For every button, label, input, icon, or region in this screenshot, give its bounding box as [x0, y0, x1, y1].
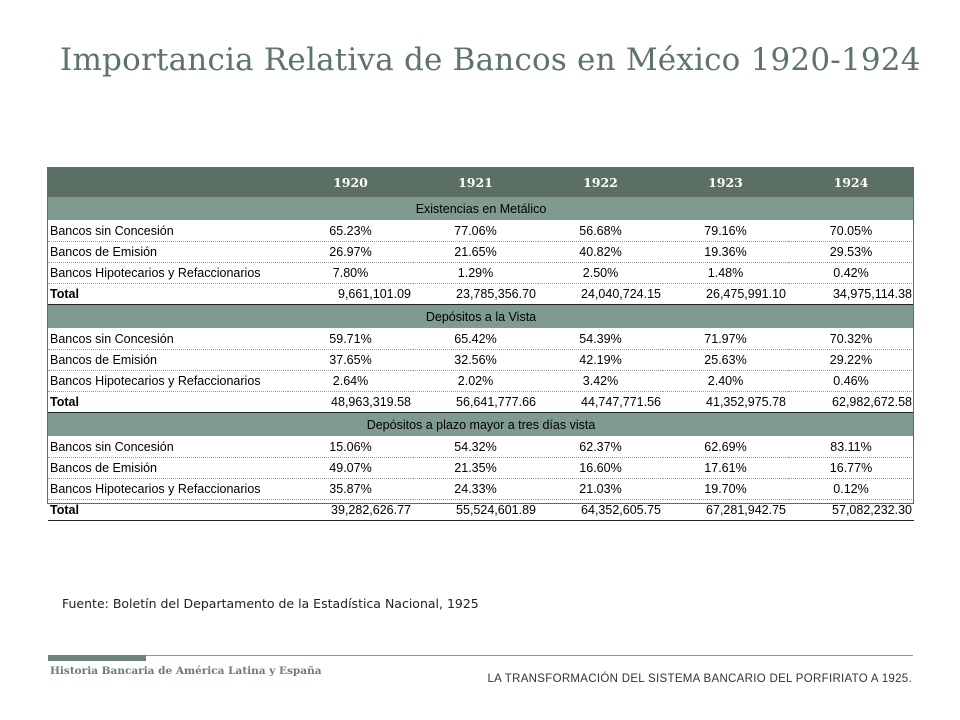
value-cell: 0.42% — [788, 263, 914, 284]
value-cell: 70.32% — [788, 329, 914, 350]
row-label: Bancos de Emisión — [48, 458, 288, 479]
value-cell: 0.46% — [788, 371, 914, 392]
value-cell: 19.70% — [663, 479, 788, 500]
table-row — [48, 437, 914, 458]
value-cell: 2.64% — [288, 371, 413, 392]
total-value-cell: 48,963,319.58 — [288, 392, 413, 413]
total-value-cell: 62,982,672.58 — [788, 392, 914, 413]
total-value-cell: 34,975,114.38 — [788, 284, 914, 305]
total-row — [48, 392, 914, 413]
value-cell: 0.12% — [788, 479, 914, 500]
year-header-1920: 1920 — [288, 167, 413, 197]
value-cell: 29.53% — [788, 242, 914, 263]
value-cell: 3.42% — [538, 371, 663, 392]
value-cell: 21.03% — [538, 479, 663, 500]
table-row — [48, 371, 914, 392]
table-row — [48, 479, 914, 500]
total-label: Total — [48, 284, 288, 305]
total-value-cell: 64,352,605.75 — [538, 500, 663, 521]
table-row — [48, 458, 914, 479]
value-cell: 7.80% — [288, 263, 413, 284]
section-title: Existencias en Metálico — [48, 197, 914, 221]
value-cell: 32.56% — [413, 350, 538, 371]
total-value-cell: 9,661,101.09 — [288, 284, 413, 305]
total-value-cell: 41,352,975.78 — [663, 392, 788, 413]
value-cell: 15.06% — [288, 437, 413, 458]
value-cell: 79.16% — [663, 221, 788, 242]
value-cell: 59.71% — [288, 329, 413, 350]
value-cell: 21.65% — [413, 242, 538, 263]
value-cell: 1.48% — [663, 263, 788, 284]
total-row — [48, 284, 914, 305]
row-label: Bancos Hipotecarios y Refaccionarios — [48, 479, 288, 500]
footer-series-title: Historia Bancaria de América Latina y España — [50, 665, 322, 677]
table-row — [48, 221, 914, 242]
value-cell: 56.68% — [538, 221, 663, 242]
source-note: Fuente: Boletín del Departamento de la Estadística Nacional, 1925 — [62, 596, 479, 611]
footer-accent-bar — [48, 655, 146, 661]
section-title: Depósitos a la Vista — [48, 305, 914, 329]
value-cell: 16.60% — [538, 458, 663, 479]
value-cell: 26.97% — [288, 242, 413, 263]
total-value-cell: 23,785,356.70 — [413, 284, 538, 305]
total-value-cell: 39,282,626.77 — [288, 500, 413, 521]
total-row — [48, 500, 914, 521]
row-label: Bancos sin Concesión — [48, 221, 288, 242]
value-cell: 21.35% — [413, 458, 538, 479]
banks-table — [48, 167, 914, 521]
section-header-row — [48, 305, 914, 329]
row-label: Bancos Hipotecarios y Refaccionarios — [48, 263, 288, 284]
row-label: Bancos sin Concesión — [48, 329, 288, 350]
value-cell: 17.61% — [663, 458, 788, 479]
table-row — [48, 350, 914, 371]
total-value-cell: 57,082,232.30 — [788, 500, 914, 521]
total-value-cell: 44,747,771.56 — [538, 392, 663, 413]
row-label: Bancos de Emisión — [48, 242, 288, 263]
year-header-1921: 1921 — [413, 167, 538, 197]
table-row — [48, 263, 914, 284]
header-blank-cell — [48, 167, 288, 197]
value-cell: 37.65% — [288, 350, 413, 371]
value-cell: 54.39% — [538, 329, 663, 350]
value-cell: 77.06% — [413, 221, 538, 242]
value-cell: 35.87% — [288, 479, 413, 500]
value-cell: 19.36% — [663, 242, 788, 263]
value-cell: 83.11% — [788, 437, 914, 458]
value-cell: 42.19% — [538, 350, 663, 371]
total-value-cell: 26,475,991.10 — [663, 284, 788, 305]
row-label: Bancos sin Concesión — [48, 437, 288, 458]
value-cell: 49.07% — [288, 458, 413, 479]
value-cell: 65.42% — [413, 329, 538, 350]
page-title: Importancia Relativa de Bancos en México 1920-1924 — [60, 42, 921, 78]
value-cell: 40.82% — [538, 242, 663, 263]
footer-divider — [146, 655, 913, 656]
total-value-cell: 24,040,724.15 — [538, 284, 663, 305]
year-header-1923: 1923 — [663, 167, 788, 197]
section-header-row — [48, 413, 914, 437]
year-header-row — [48, 167, 914, 197]
table-row — [48, 329, 914, 350]
value-cell: 29.22% — [788, 350, 914, 371]
value-cell: 54.32% — [413, 437, 538, 458]
value-cell: 2.50% — [538, 263, 663, 284]
table-row — [48, 242, 914, 263]
value-cell: 24.33% — [413, 479, 538, 500]
row-label: Bancos Hipotecarios y Refaccionarios — [48, 371, 288, 392]
value-cell: 70.05% — [788, 221, 914, 242]
value-cell: 62.37% — [538, 437, 663, 458]
value-cell: 65.23% — [288, 221, 413, 242]
year-header-1922: 1922 — [538, 167, 663, 197]
section-header-row — [48, 197, 914, 221]
value-cell: 2.02% — [413, 371, 538, 392]
total-label: Total — [48, 392, 288, 413]
year-header-1924: 1924 — [788, 167, 914, 197]
value-cell: 71.97% — [663, 329, 788, 350]
section-title: Depósitos a plazo mayor a tres días vista — [48, 413, 914, 437]
value-cell: 62.69% — [663, 437, 788, 458]
total-label: Total — [48, 500, 288, 521]
value-cell: 16.77% — [788, 458, 914, 479]
total-value-cell: 55,524,601.89 — [413, 500, 538, 521]
value-cell: 2.40% — [663, 371, 788, 392]
footer-chapter-title: LA TRANSFORMACIÓN DEL SISTEMA BANCARIO DEL PORFIRIATO A 1925. — [487, 673, 912, 685]
total-value-cell: 56,641,777.66 — [413, 392, 538, 413]
row-label: Bancos de Emisión — [48, 350, 288, 371]
value-cell: 25.63% — [663, 350, 788, 371]
total-value-cell: 67,281,942.75 — [663, 500, 788, 521]
value-cell: 1.29% — [413, 263, 538, 284]
